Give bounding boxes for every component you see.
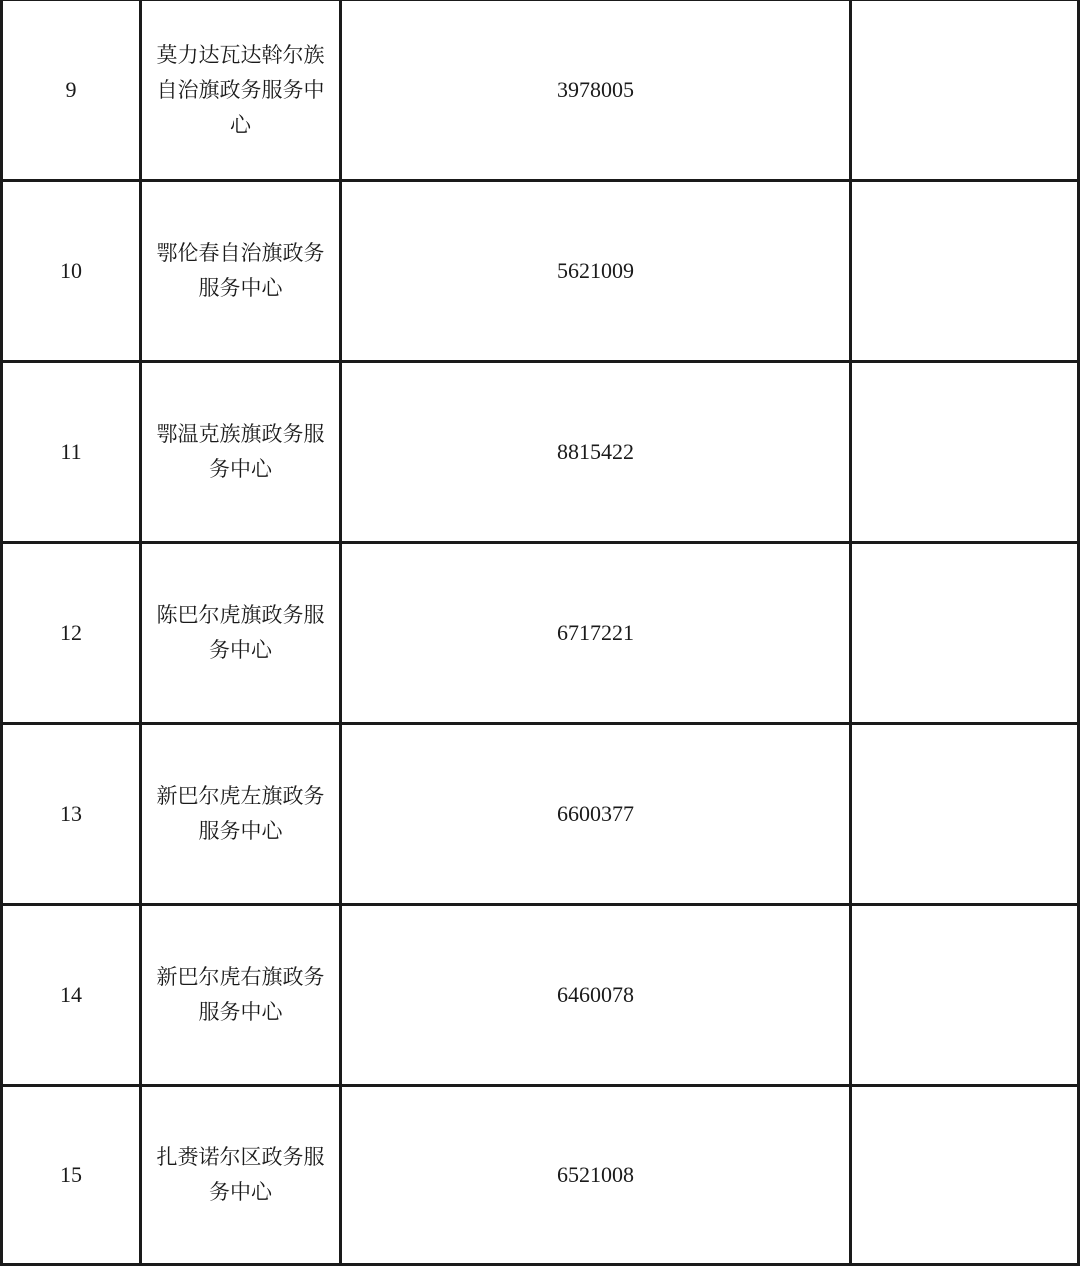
table-row <box>2 905 1079 1086</box>
phone-cell: 8815422 <box>341 362 851 543</box>
phone-cell: 6460078 <box>341 905 851 1086</box>
center-name-text: 鄂温克族旗政务服务中心 <box>156 422 325 481</box>
phone-cell: 3978005 <box>341 0 851 181</box>
note-cell <box>851 181 1079 362</box>
center-name-text: 新巴尔虎左旗政务服务中心 <box>156 784 325 843</box>
row-number-cell: 9 <box>2 0 141 181</box>
phone-cell: 5621009 <box>341 181 851 362</box>
note-cell <box>851 0 1079 181</box>
row-number-cell: 13 <box>2 724 141 905</box>
table-row <box>2 543 1079 724</box>
center-name-cell <box>141 362 341 543</box>
note-cell <box>851 1086 1079 1265</box>
note-cell <box>851 543 1079 724</box>
row-number-cell: 14 <box>2 905 141 1086</box>
row-number-cell: 12 <box>2 543 141 724</box>
table-row <box>2 1086 1079 1265</box>
center-name-cell <box>141 1086 341 1265</box>
table-row <box>2 362 1079 543</box>
table-row <box>2 0 1079 181</box>
phone-cell: 6600377 <box>341 724 851 905</box>
row-number-cell: 10 <box>2 181 141 362</box>
center-name-text: 鄂伦春自治旗政务服务中心 <box>156 241 325 300</box>
center-name-text: 新巴尔虎右旗政务服务中心 <box>156 965 325 1024</box>
center-name-text: 莫力达瓦达斡尔族自治旗政务服务中心 <box>156 42 325 137</box>
center-name-cell <box>141 0 341 181</box>
center-name-cell <box>141 724 341 905</box>
phone-cell: 6521008 <box>341 1086 851 1265</box>
center-name-cell <box>141 543 341 724</box>
row-number-cell: 15 <box>2 1086 141 1265</box>
note-cell <box>851 905 1079 1086</box>
phone-cell: 6717221 <box>341 543 851 724</box>
center-name-cell <box>141 181 341 362</box>
center-name-cell <box>141 905 341 1086</box>
center-name-text: 扎赉诺尔区政务服务中心 <box>156 1145 325 1204</box>
note-cell <box>851 362 1079 543</box>
center-name-text: 陈巴尔虎旗政务服务中心 <box>156 603 325 662</box>
table-row <box>2 724 1079 905</box>
row-number-cell: 11 <box>2 362 141 543</box>
note-cell <box>851 724 1079 905</box>
table-row <box>2 181 1079 362</box>
